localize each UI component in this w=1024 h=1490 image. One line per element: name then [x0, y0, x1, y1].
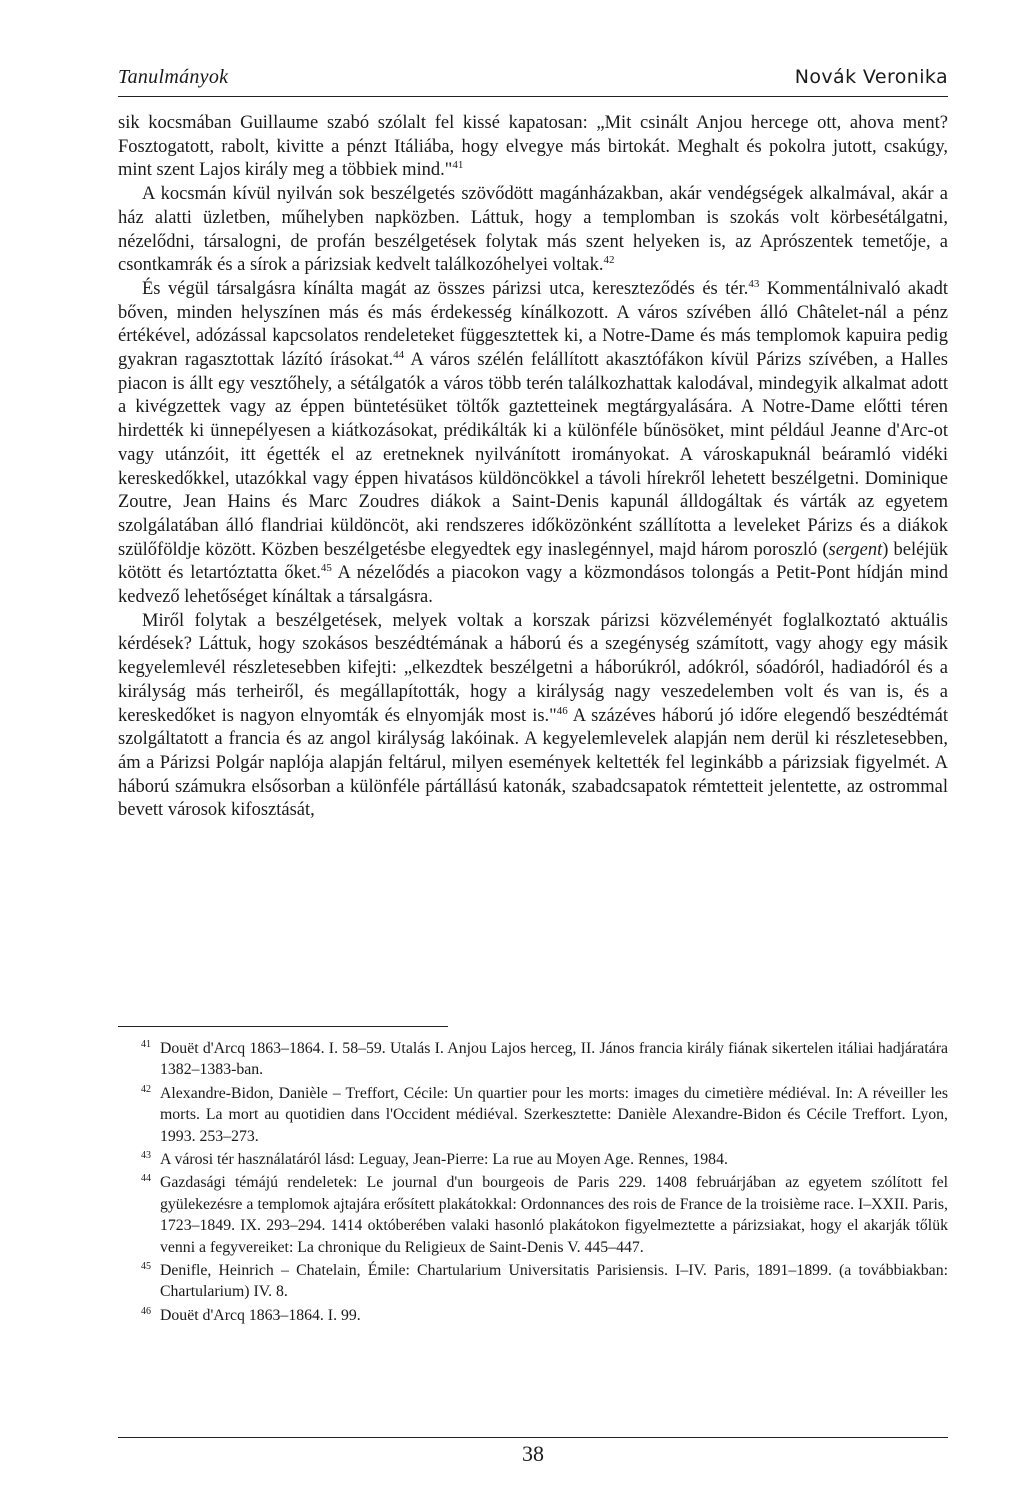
- footnote-45: [118, 1260, 948, 1303]
- footnote-text: Douët d'Arcq 1863–1864. I. 99.: [160, 1306, 361, 1324]
- footnote-number-text: 42: [141, 1083, 151, 1095]
- footnote-44: [118, 1172, 948, 1258]
- footnote-text: Douët d'Arcq 1863–1864. I. 58–59. Utalás I. Anjou Lajos herceg, II. János francia király fiának sikertelen itáliai hadjáratára 1382–1383-ban.: [160, 1040, 948, 1079]
- footnote-number-text: 45: [141, 1261, 151, 1273]
- footnote-number: [118, 1149, 160, 1170]
- footnote-divider: [118, 1026, 448, 1027]
- footnote-ref-42[interactable]: 42: [603, 254, 615, 267]
- paragraph-3: [118, 278, 948, 610]
- text-run: A kocsmán kívül nyilván sok beszélgetés szövődött magánházakban, akár vendégségek alkalmával, akár a ház alatti üzletben, műhelyben napközben. Láttuk, hogy a templomban is szokás volt körbesétálgatni, nézelődni, társalogni, de profán beszélgetések folytak más szent helyeken is, az Aprószentek temetője, a csontkamrák és a sírok a párizsiak kedvelt találkozóhelyei voltak.: [118, 184, 948, 276]
- footnote-ref-45[interactable]: 45: [320, 562, 332, 575]
- running-header: [118, 62, 948, 97]
- footnote-number: [118, 1083, 160, 1147]
- footnote-text: Alexandre-Bidon, Danièle – Treffort, Cécile: Un quartier pour les morts: images du cimetière médiéval. In: A réveiller les morts. La mort au quotidien dans l'Occident médiéval. Szerkesztette: Danièle Alexandre-Bidon és Cécile Treffort. Lyon, 1993. 253–273.: [160, 1084, 948, 1145]
- text-run: ) beléjük kötött és letartóztatta őket.: [118, 539, 948, 584]
- footnote-43: [118, 1149, 948, 1170]
- section-title: Tanulmányok: [118, 66, 229, 88]
- main-text: [118, 112, 948, 823]
- footnote-number-text: 43: [141, 1150, 151, 1162]
- paragraph-4: [118, 610, 948, 823]
- paragraph-2: [118, 183, 948, 278]
- footnote-number-text: 44: [141, 1173, 151, 1185]
- text-run: sik kocsmában Guillaume szabó szólalt fel kissé kapatosan: „Mit csinált Anjou hercege ott, ahova ment? Fosztogatott, rabolt, kivitte a pénzt Itáliába, hogy elvegye más birtokát. Meghalt és pokolra jutott, csakúgy, mint szent Lajos király meg a többiek mind.": [118, 113, 948, 181]
- footnote-number: [118, 1260, 160, 1303]
- footnote-42: [118, 1083, 948, 1147]
- footnote-ref-41[interactable]: 41: [452, 159, 464, 172]
- footnote-ref-46[interactable]: 46: [556, 704, 568, 717]
- footnote-number: [118, 1038, 160, 1081]
- text-run: Miről folytak a beszélgetések, melyek voltak a korszak párizsi közvéleményét foglalkoztató aktuális kérdések? Láttuk, hogy szokásos beszédtémának a háború és a szegénység számított, vagy ahogy egy másik kegyelemlevél részletesebben kifejti: „elkezdtek beszélgetni a háborúkról, adókról, sóadóról, hadiadóról és a királyság más terheiről, és megállapították, hogy a királyság nagy veszedelemben volt és van is, és a kereskedőket is nagyon elnyomták és elnyomják most is.": [118, 610, 948, 726]
- paragraph-1: [118, 112, 948, 183]
- footnote-ref-43[interactable]: 43: [748, 277, 760, 290]
- footnote-ref-44[interactable]: 44: [393, 349, 405, 362]
- italic-term: sergent: [828, 539, 883, 560]
- footnotes: [118, 1038, 948, 1328]
- text-run: A százéves háború jó időre elegendő beszédtémát szolgáltatott a francia és az angol királyság lakóinak. A kegyelemlevelek alapján nem derül ki részletesebben, ám a Párizsi Polgár naplója alapján feltárul, milyen események keltették fel leginkább a párizsiak figyelmét. A háború számukra elsősorban a különféle pártállású katonák, szabadcsapatok rémtetteit jelentette, az ostrommal bevett városok kifosztását,: [118, 705, 948, 821]
- bottom-divider: [118, 1437, 948, 1438]
- footnote-number-text: 41: [141, 1039, 151, 1050]
- footnote-text: Gazdasági témájú rendeletek: Le journal d'un bourgeois de Paris 229. 1408 februárjában az egyetem szólított fel gyülekezésre a templomok ajtajára erősített plakátokkal: Ordonnances des rois de France de la troisième race. I–XXII. Paris, 1723–1849. IX. 293–294. 1414 októberében valaki hasonló plakátokon figyelmeztette a párizsiakat, hogy el akarják tőlük venni a fegyvereiket: La chronique du Religieux de Saint-Denis V. 445–447.: [160, 1174, 948, 1256]
- text-run: És végül társalgásra kínálta magát az összes párizsi utca, kereszteződés és tér.: [142, 278, 749, 299]
- footnote-text: A városi tér használatáról lásd: Leguay, Jean-Pierre: La rue au Moyen Age. Rennes, 1984.: [160, 1151, 728, 1169]
- footnote-number: [118, 1305, 160, 1326]
- footnote-number-text: 46: [141, 1305, 151, 1317]
- page-number: 38: [522, 1441, 544, 1466]
- text-run: A nézelődés a piacokon vagy a közmondásos tolongás a Petit-Pont hídján mind kedvező lehetőséget kínáltak a társalgásra.: [118, 563, 948, 608]
- text-run: A város szélén felállított akasztófákon kívül Párizs szívében, a Halles piacon is állt egy vesztőhely, a sétálgatók a város több terén találkozhattak kalodával, mindegyik alkalmat adott a kivégzettek vagy az éppen büntetésüket töltők gaztetteinek megtárgyalására. A Notre-Dame előtti téren hirdették ki ünnepélyesen a kiátkozásokat, prédikálták ki a különféle bűnösöket, mint például Jeanne d'Arc-ot vagy utánzóit, itt égették el az eretneknek nyilvánított irományokat. A városkapuknál beáramló vidéki kereskedőkkel, utazókkal vagy éppen hivatásos küldöncökkel a távoli hírekről lehetett beszélgetni. Dominique Zoutre, Jean Hains és Marc Zoudres diákok a Saint-Denis kapunál álldogáltak és várták az egyetem szolgálatában álló flandriai küldöncöt, aki rendszeres időközönként szállította a leveleket Párizs és a diákok szülőföldje között. Közben beszélgetésbe elegyedtek egy inaslegénnyel, majd három poroszló (: [118, 350, 948, 560]
- footnote-text: Denifle, Heinrich – Chatelain, Émile: Chartularium Universitatis Parisiensis. I–IV. Paris, 1891–1899. (a továbbiakban: Chartularium) IV. 8.: [160, 1262, 948, 1301]
- footnote-46: [118, 1305, 948, 1326]
- footnote-41: [118, 1038, 948, 1081]
- footnote-number: [118, 1172, 160, 1258]
- text-run: Kommentálnivaló akadt bőven, minden helyszínen más és más érdekesség kínálkozott. A város szívében álló Châtelet-nál a pénz értékével, adózással kapcsolatos rendeleteket függesztettek ki, a Notre-Dame és más templomok kapuira pedig gyakran ragasztottak lázító írásokat.: [118, 278, 948, 371]
- author-name: Novák Veronika: [794, 66, 948, 88]
